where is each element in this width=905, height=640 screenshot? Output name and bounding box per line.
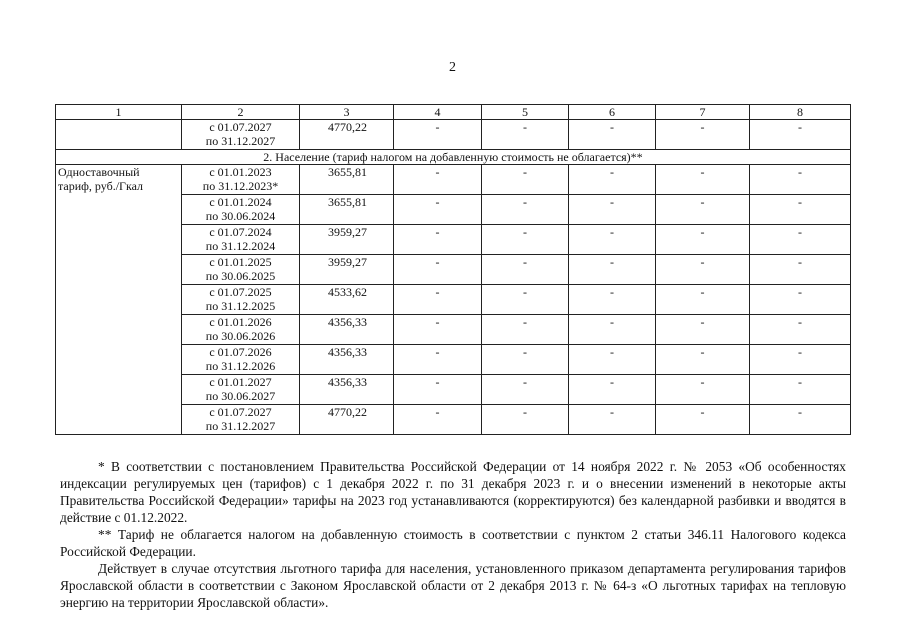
tariff-value: 4533,62 [300, 285, 394, 315]
dash-cell: - [394, 120, 482, 150]
header-cell: 4 [394, 105, 482, 120]
footnotes [60, 458, 846, 611]
dash-cell: - [750, 165, 851, 195]
dash-cell: - [656, 225, 750, 255]
tariff-value: 4356,33 [300, 375, 394, 405]
dash-cell: - [394, 345, 482, 375]
header-cell: 7 [656, 105, 750, 120]
dash-cell: - [394, 195, 482, 225]
dash-cell: - [569, 120, 656, 150]
dash-cell: - [482, 225, 569, 255]
dash-cell: - [750, 285, 851, 315]
row-label [56, 165, 182, 435]
dash-cell: - [394, 165, 482, 195]
dash-cell: - [394, 225, 482, 255]
dash-cell: - [482, 195, 569, 225]
period-start: с 01.07.2027 [209, 120, 272, 134]
header-cell: 1 [56, 105, 182, 120]
dash-cell: - [569, 375, 656, 405]
dash-cell: - [569, 165, 656, 195]
dash-cell: - [394, 255, 482, 285]
period-end: по 31.12.2025 [205, 299, 276, 313]
period-cell [182, 345, 300, 375]
dash-cell: - [394, 405, 482, 435]
dash-cell: - [482, 285, 569, 315]
period-end: по 31.12.2027 [205, 419, 276, 433]
dash-cell: - [750, 120, 851, 150]
dash-cell: - [482, 165, 569, 195]
dash-cell: - [482, 255, 569, 285]
dash-cell: - [569, 315, 656, 345]
header-cell: 5 [482, 105, 569, 120]
tariff-value: 3655,81 [300, 195, 394, 225]
row-label-line: Одноставочный [58, 165, 140, 179]
period-end: по 30.06.2026 [205, 329, 276, 343]
header-row [56, 105, 851, 120]
dash-cell: - [656, 315, 750, 345]
dash-cell: - [569, 195, 656, 225]
table-row [56, 120, 851, 150]
period-cell [182, 165, 300, 195]
period-start: с 01.01.2023 [209, 165, 272, 179]
dash-cell: - [656, 195, 750, 225]
dash-cell: - [656, 345, 750, 375]
row-label-line: тариф, руб./Гкал [58, 179, 144, 193]
dash-cell: - [569, 405, 656, 435]
dash-cell: - [569, 255, 656, 285]
tariff-value: 3655,81 [300, 165, 394, 195]
dash-cell: - [394, 315, 482, 345]
dash-cell: - [750, 195, 851, 225]
dash-cell: - [394, 375, 482, 405]
dash-cell: - [482, 375, 569, 405]
header-cell: 2 [182, 105, 300, 120]
footnote-3: Действует в случае отсутствия льготного тарифа для населения, установленного приказом департамента регулирования тарифов Ярославской области в соответствии с Законом Ярославской области от 2 декабря 2013 г. № 64-з «О льготных тарифах на тепловую энергию на территории Ярославской области». [60, 561, 846, 610]
period-start: с 01.07.2026 [209, 345, 272, 359]
dash-cell: - [569, 345, 656, 375]
period-start: с 01.01.2027 [209, 375, 272, 389]
period-end: по 31.12.2024 [205, 239, 276, 253]
period-end: по 30.06.2025 [205, 269, 276, 283]
dash-cell: - [750, 255, 851, 285]
tariff-value: 4356,33 [300, 345, 394, 375]
period-start: с 01.07.2025 [209, 285, 272, 299]
dash-cell: - [750, 345, 851, 375]
section-title: 2. Население (тариф налогом на добавленную стоимость не облагается)** [56, 150, 851, 165]
footnote-1: * В соответствии с постановлением Правительства Российской Федерации от 14 ноября 2022 г. № 2053 «Об особенностях индексации регулируемых цен (тарифов) с 1 декабря 2022 г. по 31 декабря 2023 г. и о внесении изменений в некоторые акты Правительства Российской Федерации» тарифы на 2023 год устанавливаются (корректируются) без календарной разбивки и вводятся в действие с 01.12.2022. [60, 459, 846, 525]
period-end: по 30.06.2024 [205, 209, 276, 223]
period-end: по 30.06.2027 [205, 389, 276, 403]
tariff-value: 4770,22 [300, 405, 394, 435]
period-cell [182, 405, 300, 435]
dash-cell: - [656, 375, 750, 405]
period-cell [182, 315, 300, 345]
dash-cell: - [656, 120, 750, 150]
header-cell: 6 [569, 105, 656, 120]
dash-cell: - [750, 375, 851, 405]
period-start: с 01.01.2025 [209, 255, 272, 269]
dash-cell: - [482, 345, 569, 375]
period-cell [182, 120, 300, 150]
dash-cell: - [750, 315, 851, 345]
tariff-value: 3959,27 [300, 255, 394, 285]
empty-cell [56, 120, 182, 150]
header-cell: 8 [750, 105, 851, 120]
period-start: с 01.07.2027 [209, 405, 272, 419]
dash-cell: - [482, 405, 569, 435]
dash-cell: - [656, 165, 750, 195]
dash-cell: - [656, 405, 750, 435]
period-cell [182, 375, 300, 405]
tariff-value: 4356,33 [300, 315, 394, 345]
dash-cell: - [569, 225, 656, 255]
page-number: 2 [449, 60, 456, 75]
period-end: по 31.12.2026 [205, 359, 276, 373]
tariff-value: 3959,27 [300, 225, 394, 255]
dash-cell: - [656, 285, 750, 315]
dash-cell: - [482, 315, 569, 345]
period-end: по 31.12.2023* [202, 179, 279, 193]
table-row [56, 165, 851, 195]
dash-cell: - [569, 285, 656, 315]
tariff-table [55, 104, 851, 435]
period-start: с 01.01.2024 [209, 195, 272, 209]
tariff-value: 4770,22 [300, 120, 394, 150]
period-start: с 01.07.2024 [209, 225, 272, 239]
dash-cell: - [482, 120, 569, 150]
period-cell [182, 255, 300, 285]
dash-cell: - [750, 225, 851, 255]
period-start: с 01.01.2026 [209, 315, 272, 329]
dash-cell: - [394, 285, 482, 315]
period-cell [182, 225, 300, 255]
section-row [56, 150, 851, 165]
dash-cell: - [750, 405, 851, 435]
dash-cell: - [656, 255, 750, 285]
footnote-2: ** Тариф не облагается налогом на добавленную стоимость в соответствии с пунктом 2 статьи 346.11 Налогового кодекса Российской Федерации. [60, 527, 846, 559]
period-cell [182, 285, 300, 315]
header-cell: 3 [300, 105, 394, 120]
period-cell [182, 195, 300, 225]
period-end: по 31.12.2027 [205, 134, 276, 148]
